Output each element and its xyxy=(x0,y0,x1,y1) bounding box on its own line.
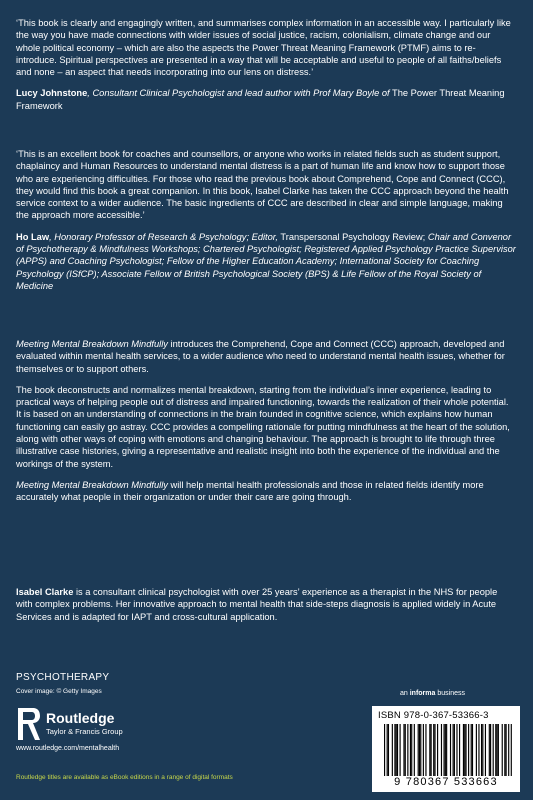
quote-role-book: The Power Threat Meaning Framework xyxy=(16,88,505,111)
publisher-group: Taylor & Francis Group xyxy=(46,727,123,736)
book-title: Meeting Mental Breakdown Mindfully xyxy=(16,339,168,349)
barcode-bar xyxy=(450,724,451,776)
barcode-bar xyxy=(419,724,420,776)
barcode-bar xyxy=(465,724,466,776)
barcode-bar xyxy=(445,724,446,776)
quote-text: ‘This is an excellent book for coaches and counsellors, or anyone who works in related fields such as student support, chaplaincy and Human Resources to understand mental distress is a part of human life and know how to support those who are experiencing difficulties. For those who read the previous book about Comprehend, Cope and Connect (CCC), they would find this book a great companion. In this book, Isabel Clarke has taken the CCC approach beyond the health service context to a wider audience. The basic ingredients of CCC are described in clear and simple language, making the approach more accessible.’ xyxy=(16,149,509,221)
description-p3: Meeting Mental Breakdown Mindfully will help mental health professionals and those in related fields identify more accurately what people in their organization or under their care are going through. xyxy=(16,479,484,503)
barcode-bar xyxy=(397,724,398,776)
barcode-bar xyxy=(411,724,412,776)
barcode-bar xyxy=(472,724,473,776)
barcode-bar xyxy=(384,724,385,776)
barcode-bars xyxy=(384,724,512,776)
cover-credit: Cover image: © Getty Images xyxy=(16,688,102,695)
barcode-bar xyxy=(387,724,388,776)
barcode-bar xyxy=(478,724,479,776)
author-bio-text: is a consultant clinical psychologist with over 25 years’ experience as a therapist in the NHS for people with complex problems. Her innovative approach to mental health that side-steps diagnosis is applied widely in Acute Services and is adapted for IAPT and cross-cultural application. xyxy=(16,587,498,622)
barcode-bar xyxy=(502,724,503,776)
barcode-bar xyxy=(508,724,509,776)
barcode-bar xyxy=(407,724,408,776)
barcode-bar xyxy=(446,724,447,776)
routledge-logo-icon xyxy=(16,707,42,741)
barcode-bar xyxy=(506,724,507,776)
description-p2: The book deconstructs and normalizes mental breakdown, starting from the individual’s inner experience, leading to practical ways of helping people out of distress and impaired functioning, towards the realization of their whole potential. It is based on an understanding of connections in the brain founded in cognitive science, which explains how human functioning can easily go astray. CCC provides a compelling rationale for putting mindfulness at the heart of the solution, along with other ways of coping with emotions and changing behaviour. The approach is brought to life through three illustrative case histories, giving a representative and realistic insight into both the experience of the individual and the workings of the system. xyxy=(16,384,510,469)
quote-role-1: , Honorary Professor of Research & Psychology; Editor, xyxy=(49,231,278,242)
description-p1: Meeting Mental Breakdown Mindfully introduces the Comprehend, Cope and Connect (CCC) approach, developed and evaluated within mental health services, to a wider audience who need to understand mental health issues, whether for themselves or to support others. xyxy=(16,339,505,374)
barcode-bar xyxy=(423,724,424,776)
barcode-bar xyxy=(418,724,419,776)
quote-role-3: Chair and Convenor of Psychotherapy & Mindfulness Workshops; Chartered Psychologist; Registered Applied Psychology Practice Supervisor (APPS) and Coaching Psychologist; Fellow of the Higher Education Academy; International Society for Coaching Psychology (ISfCP); Associate Fellow of British Psychological Society (BPS) & Life Fellow of the Royal Society of Medicine xyxy=(16,231,516,291)
barcode-bar xyxy=(429,724,430,776)
barcode-bar xyxy=(464,724,465,776)
barcode-bar xyxy=(431,724,432,776)
category-label: PSYCHOTHERAPY xyxy=(16,672,110,683)
author-name: Isabel Clarke xyxy=(16,587,74,597)
barcode-bar xyxy=(441,724,442,776)
quote-role-2: Transpersonal Psychology Review; xyxy=(277,231,426,242)
barcode-bar xyxy=(481,724,482,776)
barcode-bar xyxy=(468,724,469,776)
quote-author: Lucy Johnstone xyxy=(16,88,88,99)
barcode-bar xyxy=(400,724,401,776)
barcode-bar xyxy=(443,724,444,776)
barcode-bar xyxy=(476,724,477,776)
barcode-bar xyxy=(403,724,404,776)
barcode-bar xyxy=(456,724,457,776)
barcode-bar xyxy=(496,724,497,776)
barcode-bar xyxy=(425,724,426,776)
barcode-bar xyxy=(388,724,389,776)
barcode-bar xyxy=(453,724,454,776)
isbn-label: ISBN 978-0-367-53366-3 xyxy=(378,710,489,721)
endorsement-law xyxy=(16,148,516,301)
barcode-bar xyxy=(410,724,411,776)
barcode-bar xyxy=(495,724,496,776)
barcode-bar xyxy=(405,724,406,776)
barcode-bar xyxy=(392,724,393,776)
barcode-digits: 9 780367 533663 xyxy=(394,776,498,788)
publisher-url: www.routledge.com/mentalhealth xyxy=(16,745,120,752)
barcode-bar xyxy=(433,724,434,776)
barcode-bar xyxy=(394,724,395,776)
publisher-name: Routledge xyxy=(46,710,115,726)
quote-author: Ho Law xyxy=(16,231,50,242)
barcode-bar xyxy=(493,724,494,776)
quote-role: , Consultant Clinical Psychologist and lead author with Prof Mary Boyle of xyxy=(87,88,390,99)
publisher-logo xyxy=(16,707,166,741)
isbn-barcode xyxy=(372,706,520,792)
author-bio xyxy=(16,586,516,632)
barcode-bar xyxy=(511,724,512,776)
barcode-bar xyxy=(454,724,455,776)
book-description xyxy=(16,338,516,513)
barcode-bar xyxy=(396,724,397,776)
barcode-bar xyxy=(459,724,460,776)
barcode-bar xyxy=(504,724,505,776)
barcode-bar xyxy=(485,724,486,776)
barcode-bar xyxy=(482,724,483,776)
endorsement-johnstone xyxy=(16,17,516,121)
barcode-bar xyxy=(463,724,464,776)
barcode-bar xyxy=(414,724,415,776)
quote-attribution xyxy=(16,87,516,112)
barcode-bar xyxy=(489,724,490,776)
barcode-bar xyxy=(420,724,421,776)
barcode-bar xyxy=(471,724,472,776)
barcode-bar xyxy=(498,724,499,776)
barcode-bar xyxy=(434,724,435,776)
quote-text: ‘This book is clearly and engagingly written, and summarises complex information in an accessible way. I particularly like the way you have made connections with wider issues of social justice, racism, colonialism, climate change and our whole political economy – which are also the aspects the Power Threat Meaning Framework (PTMF) aims to re-introduce. Spiritual perspectives are presented in a way that will be acceptable and useful to people of all faiths/beliefs and none – an aspect that needs incorporating into our lens on distress.’ xyxy=(16,18,511,78)
quote-attribution xyxy=(16,231,516,292)
informa-business-label: an informa business xyxy=(400,690,465,697)
barcode-bar xyxy=(490,724,491,776)
ebook-note: Routledge titles are available as eBook editions in a range of digital formats xyxy=(16,774,233,781)
book-title: Meeting Mental Breakdown Mindfully xyxy=(16,479,168,490)
barcode-bar xyxy=(437,724,438,776)
